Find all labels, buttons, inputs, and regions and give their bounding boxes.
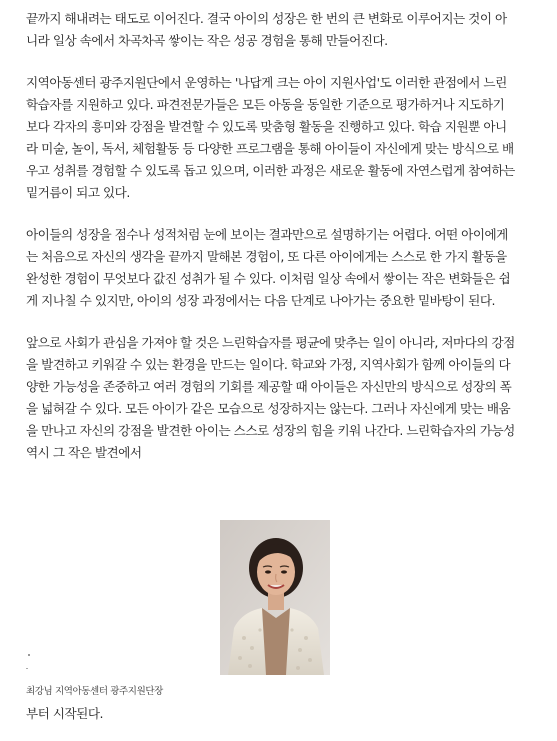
author-portrait <box>220 520 330 675</box>
text-line: 니라 일상 속에서 차곡차곡 쌓이는 작은 성공 경험을 통해 만들어진다. <box>26 33 388 48</box>
scan-speck <box>28 654 30 656</box>
text-line: 지역아동센터 광주지원단에서 운영하는 '나답게 크는 아이 지원사업'도 이러한 관점에서 느린 <box>26 75 507 90</box>
text-line: 라 미술, 놀이, 독서, 체험활동 등 다양한 프로그램을 통해 아이들이 자신에게 맞는 방식으로 배 <box>26 141 514 156</box>
text-line: 을 만나고 자신의 강점을 발견한 아이는 스스로 성장의 힘을 키워 나간다. 느린학습자의 가능성 <box>26 423 515 438</box>
portrait-illustration <box>220 520 330 675</box>
text-line: 역시 그 작은 발견에서 <box>26 445 142 460</box>
text-line: 앞으로 사회가 관심을 가져야 할 것은 느린학습자를 평균에 맞추는 일이 아니라, 저마다의 강점 <box>26 335 515 350</box>
paragraph-1 <box>26 8 531 52</box>
text-line: 아이들의 성장을 점수나 성적처럼 눈에 보이는 결과만으로 설명하기는 어렵다. 어떤 아이에게 <box>26 227 508 242</box>
article-body <box>26 8 531 484</box>
text-line: 게 지나칠 수 있지만, 아이의 성장 과정에서는 다음 단계로 나아가는 중요한 밑바탕이 된다. <box>26 293 496 308</box>
scan-speck <box>26 668 28 669</box>
text-line: 학습자를 지원하고 있다. 파견전문가들은 모든 아동을 동일한 기준으로 평가하거나 지도하기 <box>26 97 505 112</box>
text-line: 보다 각자의 흥미와 강점을 발견할 수 있도록 맞춤형 활동을 진행하고 있다. 학습 지원뿐 아니 <box>26 119 507 134</box>
text-line: 우고 성취를 경험할 수 있도록 돕고 있으며, 이러한 과정은 새로운 활동에 자연스럽게 참여하는 <box>26 163 515 178</box>
paragraph-3 <box>26 224 531 312</box>
text-line: 끝까지 해내려는 태도로 이어진다. 결국 아이의 성장은 한 번의 큰 변화로 이루어지는 것이 아 <box>26 11 507 26</box>
photo-caption: 최강님 지역아동센터 광주지원단장 <box>26 686 163 697</box>
text-line: 을 발견하고 키워갈 수 있는 환경을 만드는 일이다. 학교와 가정, 지역사회가 함께 아이들의 다 <box>26 357 511 372</box>
text-line: 는 처음으로 자신의 생각을 끝까지 말해본 경험이, 또 다른 아이에게는 스스로 한 가지 활동을 <box>26 249 507 264</box>
closing-text: 부터 시작된다. <box>26 706 103 721</box>
text-line: 을 넓혀갈 수 있다. 모든 아이가 같은 모습으로 성장하지는 않는다. 그러나 자신에게 맞는 배움 <box>26 401 511 416</box>
paragraph-2 <box>26 72 531 204</box>
paragraph-4 <box>26 332 531 464</box>
text-line: 밑거름이 되고 있다. <box>26 185 130 200</box>
text-line: 완성한 경험이 무엇보다 값진 성취가 될 수 있다. 이처럼 일상 속에서 쌓이는 작은 변화들은 쉽 <box>26 271 511 286</box>
text-line: 양한 가능성을 존중하고 여러 경험의 기회를 제공할 때 아이들은 자신만의 방식으로 성장의 폭 <box>26 379 512 394</box>
